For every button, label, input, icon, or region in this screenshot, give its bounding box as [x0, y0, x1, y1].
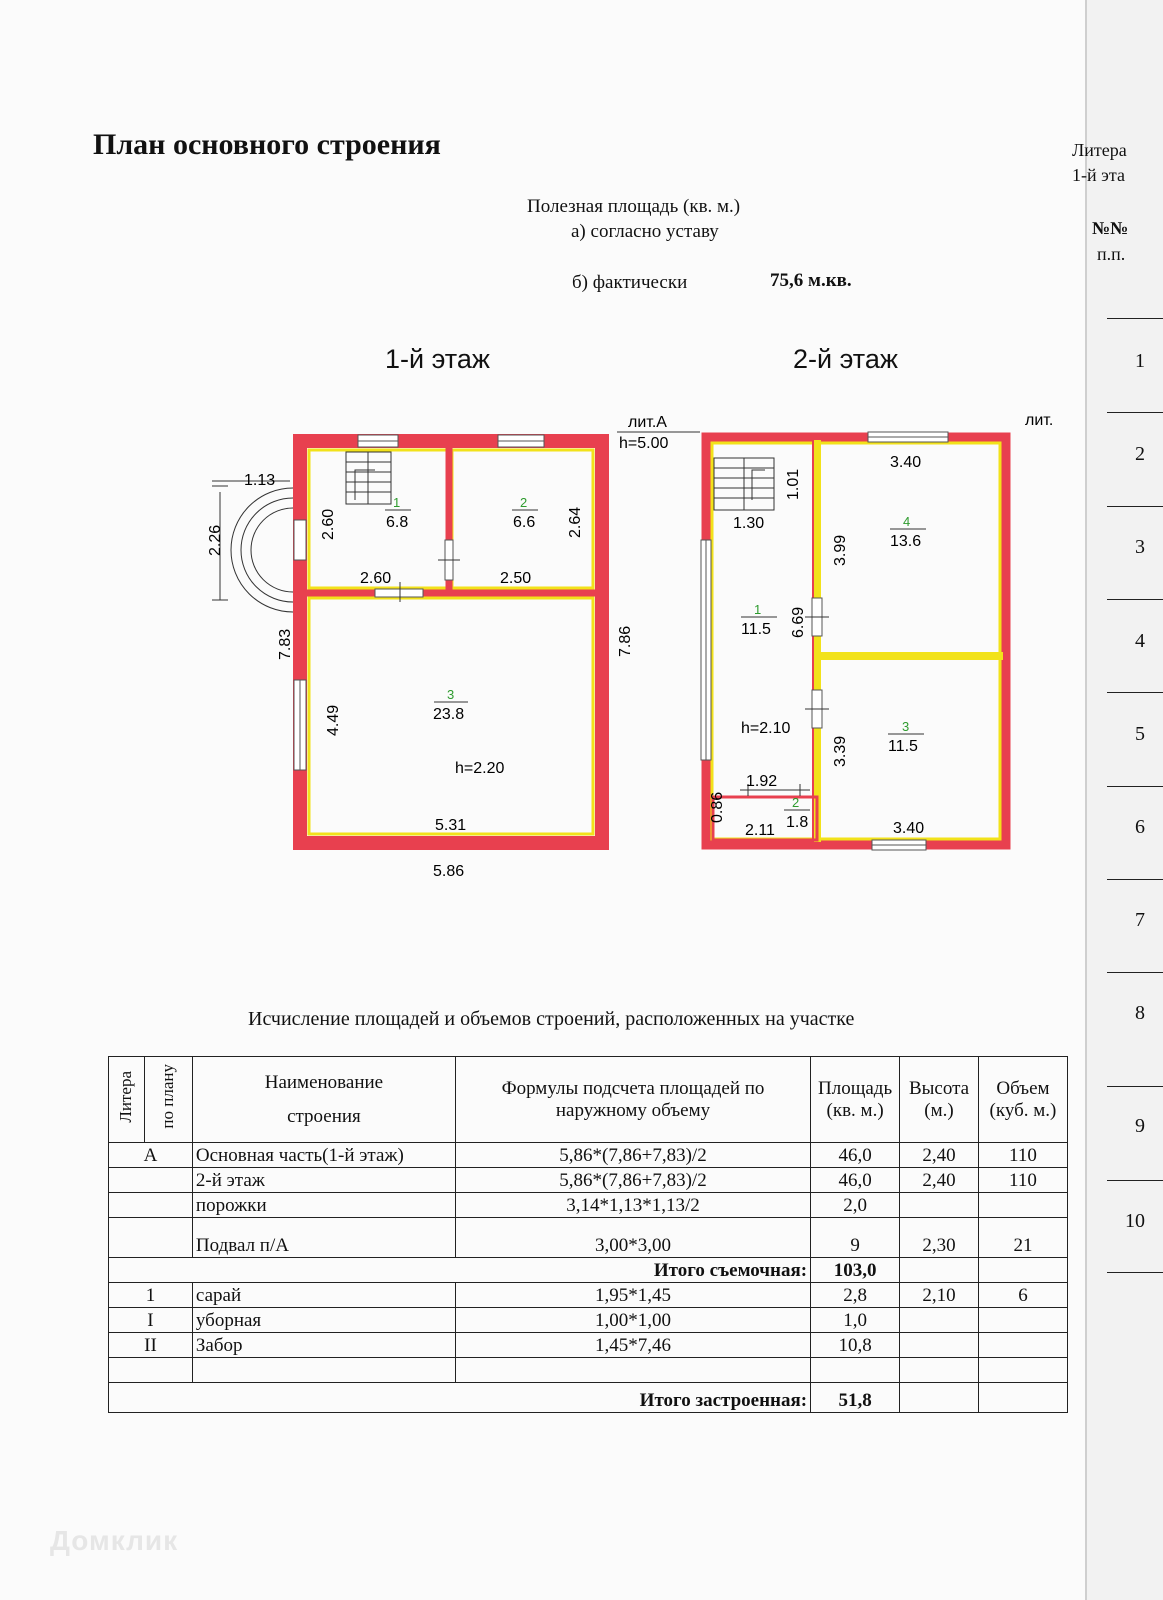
- total-survey-label: Итого съемочная:: [109, 1258, 811, 1283]
- cell-empty: [900, 1383, 979, 1413]
- door: [294, 520, 306, 560]
- cell-liter: 1: [109, 1283, 193, 1308]
- total-built-value: 51,8: [811, 1383, 900, 1413]
- dim-label: 4.49: [325, 704, 342, 736]
- dim-label: 2.26: [207, 524, 224, 556]
- cell-area: 9: [811, 1218, 900, 1258]
- cell-height: 2,30: [900, 1218, 979, 1258]
- dim-label: 1.01: [785, 468, 802, 500]
- cell-area: 10,8: [811, 1333, 900, 1358]
- domclick-watermark: Домклик: [50, 1525, 179, 1556]
- col-liter: [109, 1057, 145, 1143]
- header-name-line1: Наименование: [264, 1071, 384, 1093]
- side-rule: [1107, 1180, 1163, 1181]
- dim-label: 1.92: [746, 773, 778, 790]
- side-rule: [1107, 318, 1163, 319]
- cell-height: [900, 1308, 979, 1333]
- side-rule: [1107, 506, 1163, 507]
- dim-label: 7.83: [277, 628, 294, 660]
- cell-area: 2,0: [811, 1193, 900, 1218]
- cell-name: порожки: [192, 1193, 455, 1218]
- dim-label: 2.11: [745, 822, 775, 839]
- cell-empty: [978, 1358, 1067, 1383]
- cell-empty: [978, 1383, 1067, 1413]
- header-formula: Формулы подсчета площадей по наружному объему: [455, 1057, 810, 1143]
- cell-height: 2,40: [900, 1143, 979, 1168]
- dim-label: 6.69: [790, 606, 807, 638]
- room-area: 11.5: [888, 738, 918, 755]
- table-caption: Исчисление площадей и объемов строений, расположенных на участке: [248, 1008, 855, 1030]
- col-plan: [144, 1057, 192, 1143]
- door: [375, 589, 423, 597]
- dim-label: 1.30: [733, 515, 765, 532]
- dim-label: 5.86: [433, 863, 465, 880]
- cell-volume: [978, 1193, 1067, 1218]
- table-row: [109, 1333, 1068, 1358]
- room-number: 1: [754, 602, 762, 617]
- cell-volume: 110: [978, 1168, 1067, 1193]
- side-header-floor: 1-й эта: [1072, 165, 1125, 185]
- room-height-label: h=2.20: [455, 760, 505, 777]
- cell-area: 1,0: [811, 1308, 900, 1333]
- cell-name: Основная часть(1-й этаж): [192, 1143, 455, 1168]
- cell-liter: А: [109, 1143, 193, 1168]
- cell-liter: [109, 1218, 193, 1258]
- dim-label: 3.40: [890, 454, 922, 471]
- cell-name: сарай: [192, 1283, 455, 1308]
- side-number: 4: [1135, 630, 1145, 652]
- adjacent-page-strip: [1072, 0, 1163, 1600]
- cell-empty: [811, 1358, 900, 1383]
- floor2-liter-label: лит.: [1025, 412, 1054, 429]
- total-survey-value: 103,0: [811, 1258, 900, 1283]
- floor2-label: 2-й этаж: [793, 344, 898, 374]
- cell-empty: [109, 1358, 193, 1383]
- cell-area: 46,0: [811, 1168, 900, 1193]
- room-number: 4: [903, 514, 911, 529]
- side-header-pp: п.п.: [1097, 244, 1126, 264]
- cell-liter: [109, 1193, 193, 1218]
- header-plan: по плану: [158, 1064, 178, 1129]
- side-header-liter: Литера: [1072, 140, 1127, 160]
- side-number: 2: [1135, 443, 1145, 465]
- cell-empty: [900, 1358, 979, 1383]
- table-row: [109, 1218, 1068, 1258]
- dim-label: 3.39: [832, 735, 849, 767]
- header-height: Высота (м.): [900, 1057, 979, 1143]
- side-number: 3: [1135, 536, 1145, 558]
- cell-name: Подвал п/А: [192, 1218, 455, 1258]
- room-number: 1: [393, 495, 401, 510]
- room-area: 23.8: [433, 706, 465, 723]
- cell-formula: 1,00*1,00: [455, 1308, 810, 1333]
- side-number: 8: [1135, 1002, 1145, 1024]
- floor1-label: 1-й этаж: [385, 344, 490, 374]
- cell-name: Забор: [192, 1333, 455, 1358]
- side-number: 5: [1135, 723, 1145, 745]
- side-number: 1: [1135, 350, 1145, 372]
- side-rule: [1107, 412, 1163, 413]
- side-number: 6: [1135, 816, 1145, 838]
- table-row: [109, 1143, 1068, 1168]
- room-number: 3: [447, 687, 455, 702]
- cell-empty: [455, 1358, 810, 1383]
- dim-label: 0.86: [709, 791, 726, 823]
- table-total-row: [109, 1258, 1068, 1283]
- floor1-plan: [207, 414, 700, 880]
- floor1-porch: [231, 488, 293, 612]
- side-header-nn: №№: [1092, 218, 1129, 238]
- room-area: 13.6: [890, 533, 922, 550]
- cell-liter: II: [109, 1333, 193, 1358]
- cell-formula: 1,45*7,46: [455, 1333, 810, 1358]
- table-row: [109, 1193, 1068, 1218]
- header-area: Площадь (кв. м.): [811, 1057, 900, 1143]
- floor2-stairs: [714, 458, 774, 510]
- cell-liter: I: [109, 1308, 193, 1333]
- header-name-line2: строения: [287, 1105, 361, 1127]
- cell-volume: 21: [978, 1218, 1067, 1258]
- side-rule: [1107, 1272, 1163, 1273]
- col-name: [192, 1057, 455, 1143]
- cell-name: уборная: [192, 1308, 455, 1333]
- side-rule: [1107, 972, 1163, 973]
- dim-label: 2.50: [500, 570, 532, 587]
- dim-label: 1.13: [244, 472, 276, 489]
- room-height-label: h=2.10: [741, 720, 791, 737]
- floor1-height-label: h=5.00: [619, 435, 669, 452]
- table-header-row: [109, 1057, 1068, 1143]
- side-rule: [1107, 692, 1163, 693]
- room-area: 6.6: [513, 514, 536, 531]
- floor2-plan: [701, 412, 1053, 850]
- room-number: 2: [520, 495, 528, 510]
- table-row: [109, 1308, 1068, 1333]
- cell-name: 2-й этаж: [192, 1168, 455, 1193]
- cell-formula: 1,95*1,45: [455, 1283, 810, 1308]
- side-rule: [1107, 786, 1163, 787]
- page-title: План основного строения: [93, 128, 441, 161]
- table-total-row: [109, 1383, 1068, 1413]
- side-number: 7: [1135, 909, 1145, 931]
- floor1-stairs: [346, 452, 391, 504]
- actual-area-label: б) фактически: [572, 272, 688, 293]
- room-area: 11.5: [741, 621, 771, 638]
- header-liter: Литера: [116, 1070, 136, 1123]
- side-rule: [1107, 879, 1163, 880]
- cell-empty: [978, 1258, 1067, 1283]
- cell-formula: 5,86*(7,86+7,83)/2: [455, 1168, 810, 1193]
- room-number: 3: [902, 719, 910, 734]
- cell-volume: [978, 1308, 1067, 1333]
- table-row: [109, 1358, 1068, 1383]
- room-number: 2: [792, 795, 800, 810]
- cell-liter: [109, 1168, 193, 1193]
- cell-height: [900, 1333, 979, 1358]
- cell-volume: 110: [978, 1143, 1067, 1168]
- side-number: 10: [1125, 1210, 1145, 1232]
- area-calculation-table: [108, 1056, 1068, 1413]
- cell-formula: 5,86*(7,86+7,83)/2: [455, 1143, 810, 1168]
- dim-label: 7.86: [617, 625, 634, 657]
- room-area: 1.8: [786, 814, 809, 831]
- cell-empty: [192, 1358, 455, 1383]
- dim-label: 5.31: [435, 817, 467, 834]
- dim-label: 2.60: [360, 570, 392, 587]
- cell-formula: 3,00*3,00: [455, 1218, 810, 1258]
- dim-label: 3.40: [893, 820, 925, 837]
- table-row: [109, 1168, 1068, 1193]
- cell-height: 2,10: [900, 1283, 979, 1308]
- dim-label: 2.64: [567, 506, 584, 538]
- cell-empty: [900, 1258, 979, 1283]
- total-built-label: Итого застроенная:: [109, 1383, 811, 1413]
- charter-area-label: а) согласно уставу: [571, 221, 719, 242]
- table-row: [109, 1283, 1068, 1308]
- cell-height: 2,40: [900, 1168, 979, 1193]
- cell-area: 2,8: [811, 1283, 900, 1308]
- cell-formula: 3,14*1,13*1,13/2: [455, 1193, 810, 1218]
- cell-volume: [978, 1333, 1067, 1358]
- dim-label: 2.60: [320, 508, 337, 540]
- cell-height: [900, 1193, 979, 1218]
- cell-area: 46,0: [811, 1143, 900, 1168]
- floor1-liter-label: лит.А: [628, 414, 667, 431]
- header-volume: Объем (куб. м.): [978, 1057, 1067, 1143]
- side-rule: [1107, 599, 1163, 600]
- side-number: 9: [1135, 1115, 1145, 1137]
- side-rule: [1107, 1086, 1163, 1087]
- dim-label: 3.99: [832, 534, 849, 566]
- useful-area-heading: Полезная площадь (кв. м.): [527, 196, 741, 217]
- cell-volume: 6: [978, 1283, 1067, 1308]
- actual-area-value: 75,6 м.кв.: [770, 270, 852, 291]
- room-area: 6.8: [386, 514, 409, 531]
